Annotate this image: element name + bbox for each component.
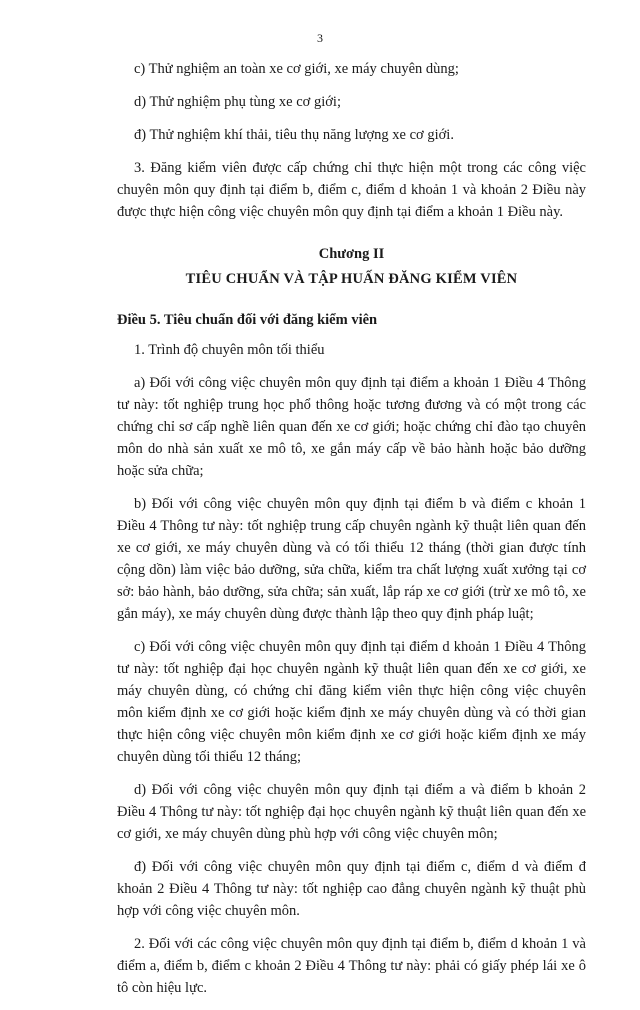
paragraph-clause-1: 1. Trình độ chuyên môn tối thiểu xyxy=(134,342,325,358)
document-body xyxy=(117,58,586,1010)
paragraph-item-dd: đ) Thử nghiệm khí thải, tiêu thụ năng lượng xe cơ giới. xyxy=(134,127,454,143)
paragraph-item-c: c) Thử nghiệm an toàn xe cơ giới, xe máy chuyên dùng; xyxy=(134,61,459,77)
paragraph-point-dd: đ) Đối với công việc chuyên môn quy định tại điểm c, điểm d và điểm đ khoản 2 Điều 4 Thông tư này: tốt nghiệp cao đẳng chuyên ngành kỹ thuật phù hợp với công việc chuyên môn. xyxy=(117,859,586,919)
paragraph-point-c: c) Đối với công việc chuyên môn quy định tại điểm d khoản 1 Điều 4 Thông tư này: tốt nghiệp đại học chuyên ngành kỹ thuật liên quan đến xe cơ giới, xe máy chuyên dùng, có chứng chỉ đăng kiểm viên thực hiện công việc chuyên môn kiểm định xe cơ giới hoặc kiểm định xe máy chuyên dùng và có thời gian thực hiện công việc chuyên môn kiểm định xe cơ giới hoặc kiểm định xe máy chuyên dùng tối thiểu 12 tháng; xyxy=(117,639,586,765)
paragraph-point-b: b) Đối với công việc chuyên môn quy định tại điểm b và điểm c khoản 1 Điều 4 Thông tư này: tốt nghiệp trung cấp chuyên ngành kỹ thuật liên quan đến xe cơ giới, xe máy chuyên dùng và có tối thiểu 12 tháng (thời gian được tính cộng dồn) làm việc bảo dưỡng, sửa chữa, kiểm tra chất lượng xuất xưởng tại cơ sở: bảo hành, bảo dưỡng, sửa chữa; sản xuất, lắp ráp xe cơ giới (trừ xe mô tô, xe gắn máy), xe máy chuyên dùng được thành lập theo quy định pháp luật; xyxy=(117,496,586,622)
chapter-title: TIÊU CHUẨN VÀ TẬP HUẤN ĐĂNG KIỂM VIÊN xyxy=(185,271,518,287)
chapter-number: Chương II xyxy=(318,246,385,262)
paragraph-item-d: d) Thử nghiệm phụ tùng xe cơ giới; xyxy=(134,94,341,110)
paragraph-point-d: d) Đối với công việc chuyên môn quy định tại điểm a và điểm b khoản 2 Điều 4 Thông tư này: tốt nghiệp đại học chuyên ngành kỹ thuật liên quan đến xe cơ giới, xe máy chuyên dùng phù hợp với công việc chuyên môn; xyxy=(117,782,586,842)
paragraph-clause-3: 3. Đăng kiểm viên được cấp chứng chỉ thực hiện một trong các công việc chuyên môn quy định tại điểm b, điểm c, điểm d khoản 1 và khoản 2 Điều này được thực hiện công việc chuyên môn quy định tại điểm a khoản 1 Điều này. xyxy=(117,160,586,220)
page-number: 3 xyxy=(317,31,323,45)
paragraph-point-a: a) Đối với công việc chuyên môn quy định tại điểm a khoản 1 Điều 4 Thông tư này: tốt nghiệp trung học phổ thông hoặc tương đương và có một trong các chứng chỉ sơ cấp nghề liên quan đến xe cơ giới; hoặc chứng chỉ đào tạo chuyên môn do nhà sản xuất xe mô tô, xe gắn máy cấp về bảo hành hoặc bảo dưỡng hoặc sửa chữa; xyxy=(117,375,586,479)
article-title: Điều 5. Tiêu chuẩn đối với đăng kiểm viên xyxy=(117,312,378,328)
paragraph-clause-2: 2. Đối với các công việc chuyên môn quy định tại điểm b, điểm d khoản 1 và điểm a, điểm b, điểm c khoản 2 Điều 4 Thông tư này: phải có giấy phép lái xe ô tô còn hiệu lực. xyxy=(117,936,586,996)
